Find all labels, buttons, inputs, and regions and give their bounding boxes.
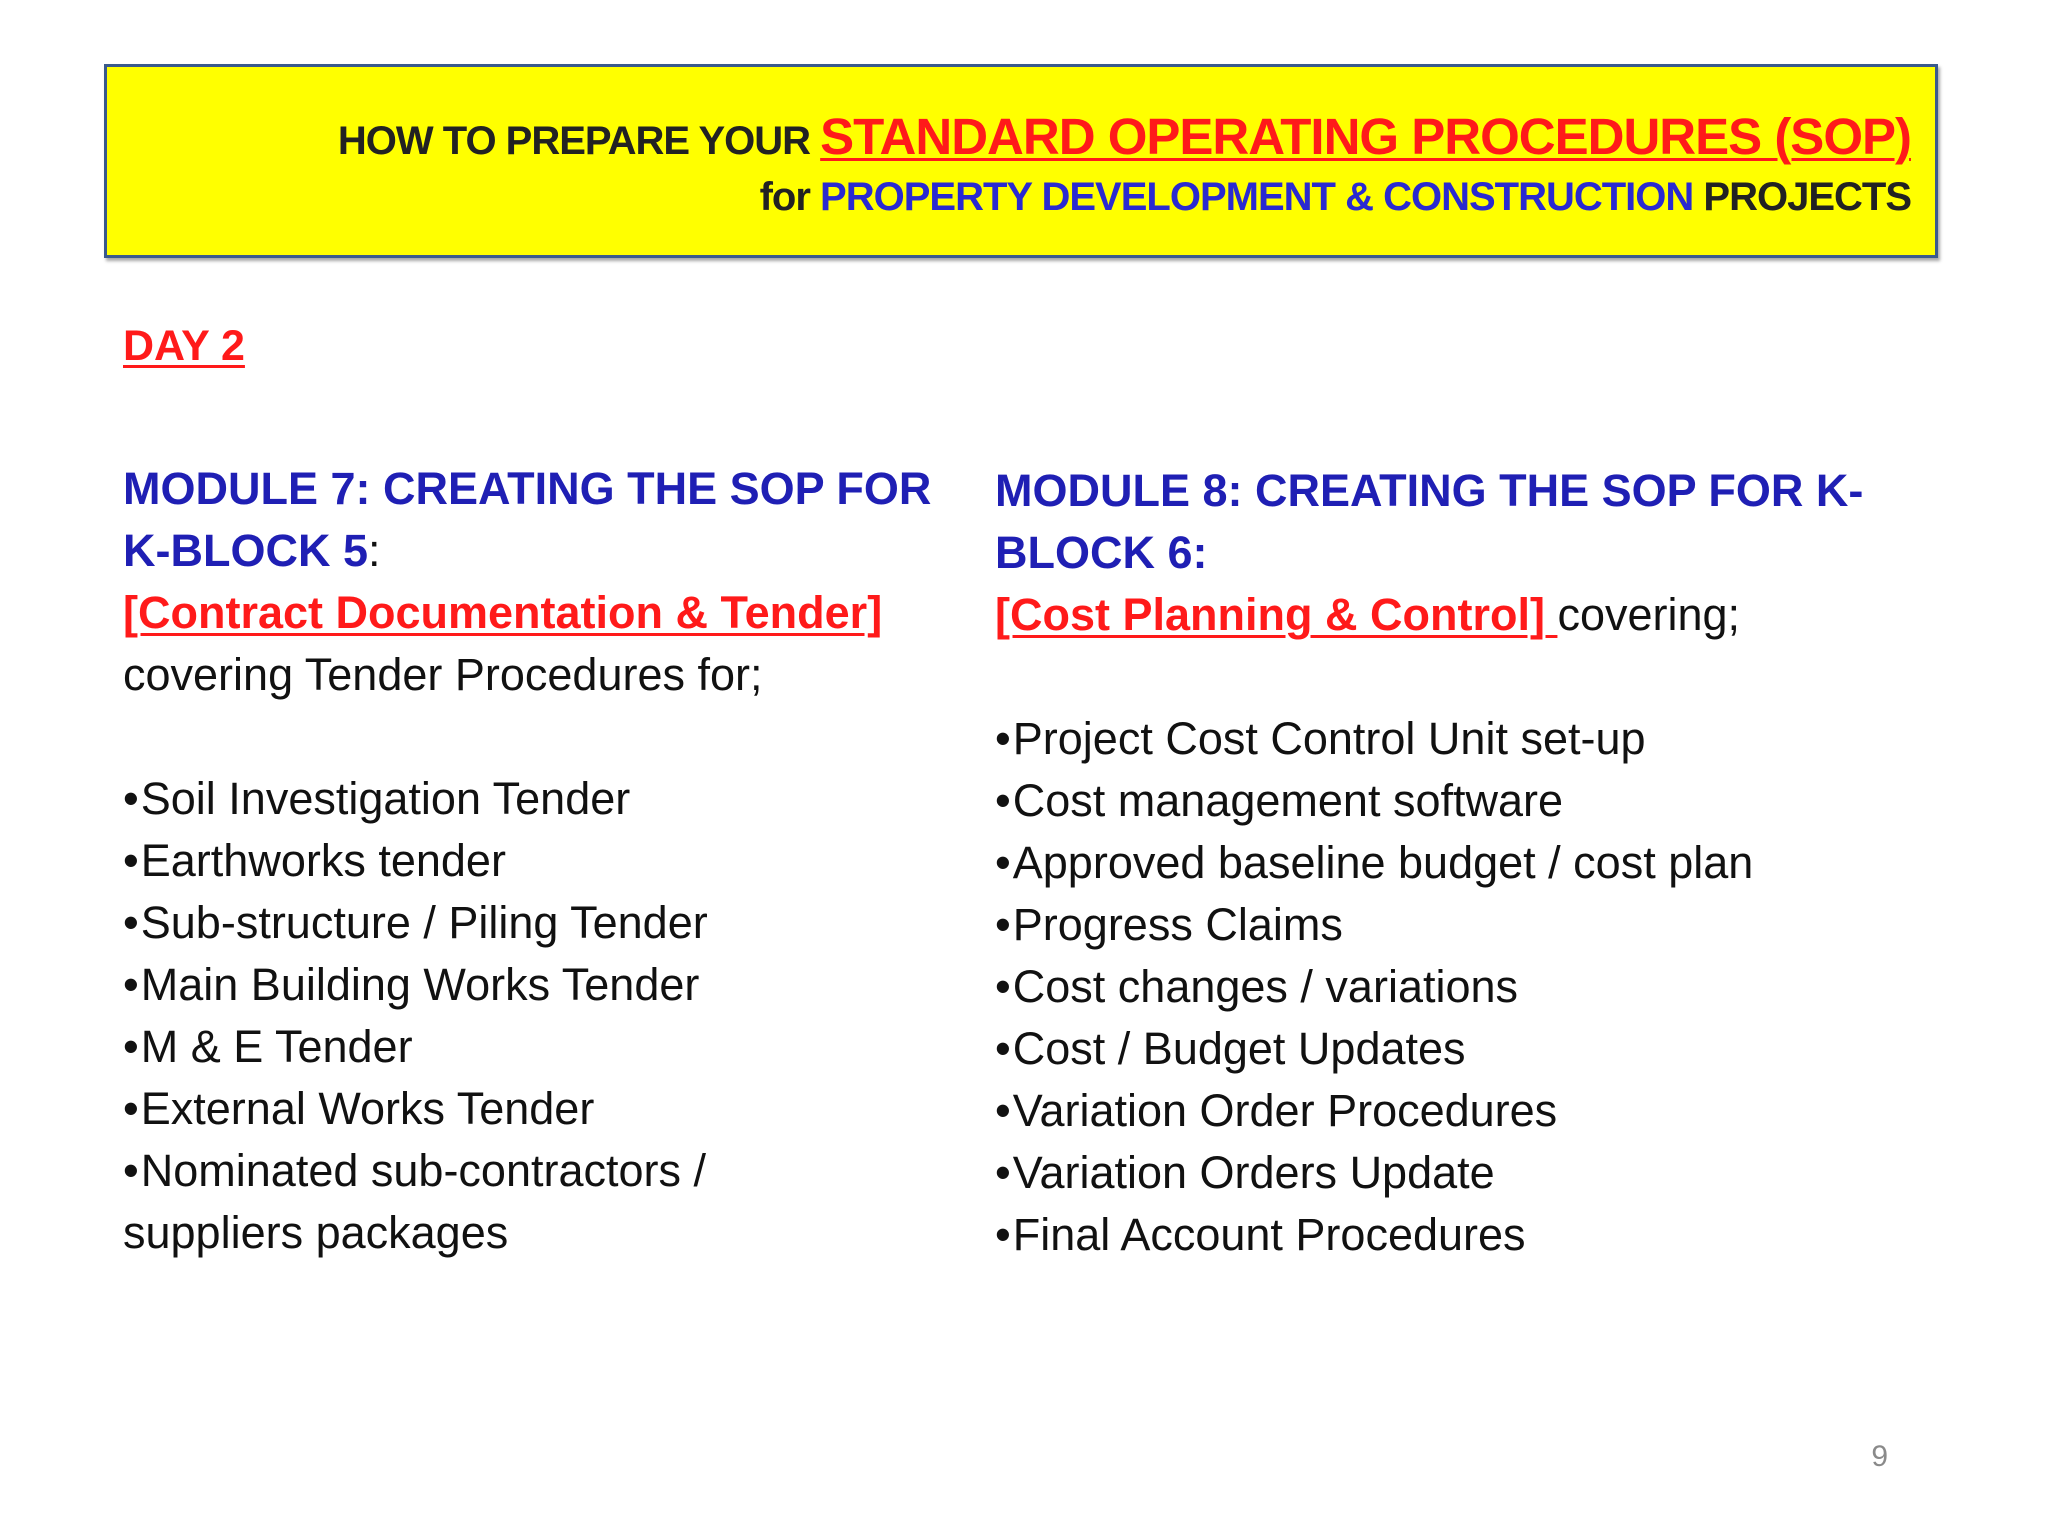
bullet-icon: • <box>995 899 1011 950</box>
bullet-icon: • <box>123 835 139 886</box>
title-banner <box>104 64 1938 258</box>
bullet-icon: • <box>995 1147 1011 1198</box>
module-7-topic: [Contract Documentation & Tender] <box>123 587 883 638</box>
list-item: •Approved baseline budget / cost plan <box>995 837 1754 888</box>
module-7-column <box>123 458 932 1264</box>
list-item: •Sub-structure / Piling Tender <box>123 897 708 948</box>
list-item: •External Works Tender <box>123 1083 595 1134</box>
list-item: •Final Account Procedures <box>995 1209 1526 1260</box>
bullet-icon: • <box>123 959 139 1010</box>
list-item: •Cost / Budget Updates <box>995 1023 1466 1074</box>
list-item: •Variation Order Procedures <box>995 1085 1558 1136</box>
bullet-icon: • <box>123 1021 139 1072</box>
list-item: •Project Cost Control Unit set-up <box>995 713 1646 764</box>
bullet-icon: • <box>123 1083 139 1134</box>
bullet-icon: • <box>995 1023 1011 1074</box>
module-8-intro: covering; <box>1557 589 1741 640</box>
bullet-icon: • <box>123 897 139 948</box>
module-7-list <box>123 768 923 1264</box>
banner-subtitle-topic: PROPERTY DEVELOPMENT & CONSTRUCTION <box>820 175 1694 219</box>
module-8-heading-line1: MODULE 8: CREATING THE SOP FOR K- <box>995 465 1864 516</box>
list-item: •Progress Claims <box>995 899 1343 950</box>
bullet-icon: • <box>995 713 1011 764</box>
module-8-heading-line2: BLOCK 6: <box>995 527 1208 578</box>
spacer <box>123 706 923 768</box>
day-label: DAY 2 <box>123 322 245 370</box>
list-item: •Cost management software <box>995 775 1564 826</box>
module-7-intro: covering Tender Procedures for; <box>123 649 763 700</box>
list-item: •Variation Orders Update <box>995 1147 1495 1198</box>
list-item: •Soil Investigation Tender <box>123 773 631 824</box>
module-8-list <box>995 708 1875 1266</box>
banner-title-highlight: STANDARD OPERATING PROCEDURES (SOP) <box>820 108 1911 165</box>
bullet-icon: • <box>995 837 1011 888</box>
module-7-heading-line1: MODULE 7: CREATING THE SOP FOR <box>123 463 932 514</box>
list-item-continuation: suppliers packages <box>123 1207 509 1258</box>
list-item: •Earthworks tender <box>123 835 506 886</box>
bullet-icon: • <box>995 1209 1011 1260</box>
module-7-heading-line2-wrap <box>123 520 923 582</box>
list-item: •Cost changes / variations <box>995 961 1519 1012</box>
list-item: •Nominated sub-contractors / <box>123 1145 707 1196</box>
banner-subtitle-line <box>760 175 1911 220</box>
module-8-column <box>995 460 1875 1266</box>
list-item: •M & E Tender <box>123 1021 413 1072</box>
banner-title-prefix: HOW TO PREPARE YOUR <box>337 119 821 163</box>
module-8-topic: [Cost Planning & Control] <box>995 589 1558 640</box>
page-number: 9 <box>1871 1440 1888 1473</box>
bullet-icon: • <box>995 1085 1011 1136</box>
banner-subtitle-for: for <box>759 175 821 219</box>
spacer <box>995 646 1875 708</box>
banner-subtitle-end: PROJECTS <box>1693 175 1911 219</box>
bullet-icon: • <box>123 1145 139 1196</box>
module-7-heading-colon: : <box>368 525 381 576</box>
banner-title-line1 <box>338 107 1911 166</box>
module-7-heading-line2: K-BLOCK 5 <box>123 525 368 576</box>
bullet-icon: • <box>995 775 1011 826</box>
bullet-icon: • <box>123 773 139 824</box>
list-item: •Main Building Works Tender <box>123 959 700 1010</box>
bullet-icon: • <box>995 961 1011 1012</box>
